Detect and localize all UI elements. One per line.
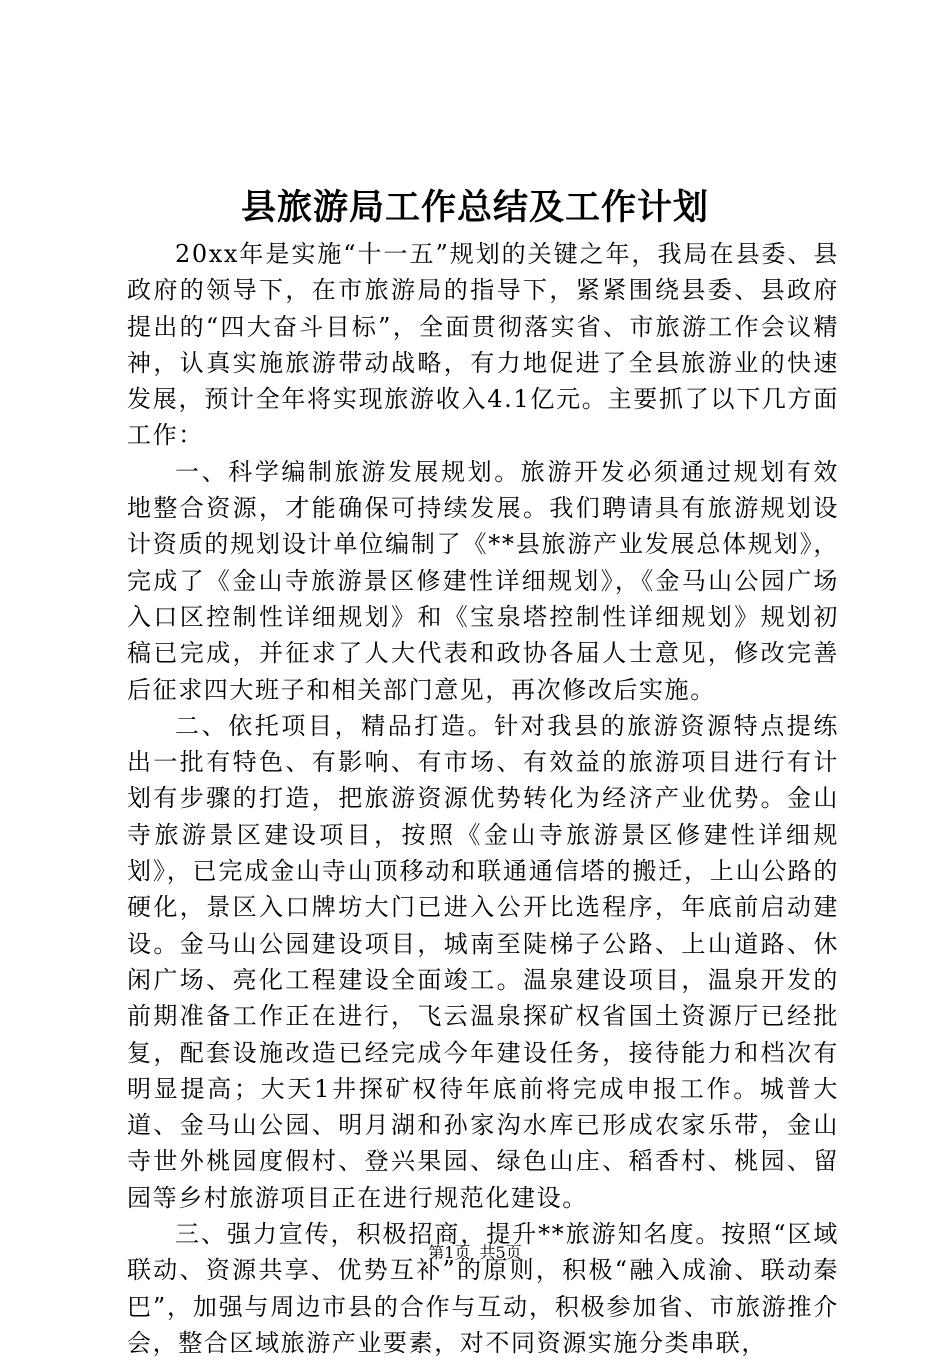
paragraph-section-3: 三、强力宣传，积极招商，提升**旅游知名度。按照“区域联动、资源共享、优势互补”的原则，积极“融入成渝、联动秦巴”，加强与周边市县的合作与互动，积极参加省、市旅游推介会，整合区域旅游产业要素，对不同资源实施分类串联， [127, 1220, 839, 1357]
paragraph-section-1: 一、科学编制旅游发展规划。旅游开发必须通过规划有效地整合资源，才能确保可持续发展。我们聘请具有旅游规划设计资质的规划设计单位编制了《**县旅游产业发展总体规划》，完成了《金山寺旅游景区修建性详细规划》，《金马山公园广场入口区控制性详细规划》和《宝泉塔控制性详细规划》规划初稿已完成，并征求了人大代表和政协各届人士意见，修改完善后征求四大班子和相关部门意见，再次修改后实施。 [127, 457, 839, 704]
page-footer [0, 1242, 950, 1264]
page-total: 共5页 [479, 1243, 522, 1262]
document-title: 县旅游局工作总结及工作计划 [240, 187, 709, 228]
paragraph-intro: 20xx年是实施“十一五”规划的关键之年，我局在县委、县政府的领导下，在市旅游局的指导下，紧紧围绕县委、县政府提出的“四大奋斗目标”，全面贯彻落实省、市旅游工作会议精神，认真实施旅游带动战略，有力地促进了全县旅游业的快速发展，预计全年将实现旅游收入4.1亿元。主要抓了以下几方面工作： [127, 240, 839, 450]
paragraph-section-2: 二、依托项目，精品打造。针对我县的旅游资源特点提练出一批有特色、有影响、有市场、有效益的旅游项目进行有计划有步骤的打造，把旅游资源优势转化为经济产业优势。金山寺旅游景区建设项目，按照《金山寺旅游景区修建性详细规划》，已完成金山寺山顶移动和联通通信塔的搬迁，上山公路的硬化，景区入口牌坊大门已进入公开比选程序，年底前启动建设。金马山公园建设项目，城南至陡梯子公路、上山道路、休闲广场、亮化工程建设全面竣工。温泉建设项目，温泉开发的前期准备工作正在进行，飞云温泉探矿权省国土资源厅已经批复，配套设施改造已经完成今年建设任务，接待能力和档次有明显提高；大天1井探矿权待年底前将完成申报工作。城普大道、金马山公园、明月湖和孙家沟水库已形成农家乐带，金山寺世外桃园度假村、登兴果园、绿色山庄、稻香村、桃园、留园等乡村旅游项目正在进行规范化建设。 [127, 711, 839, 1212]
page-number: 第1页 [428, 1243, 471, 1262]
document-body [127, 236, 839, 1361]
